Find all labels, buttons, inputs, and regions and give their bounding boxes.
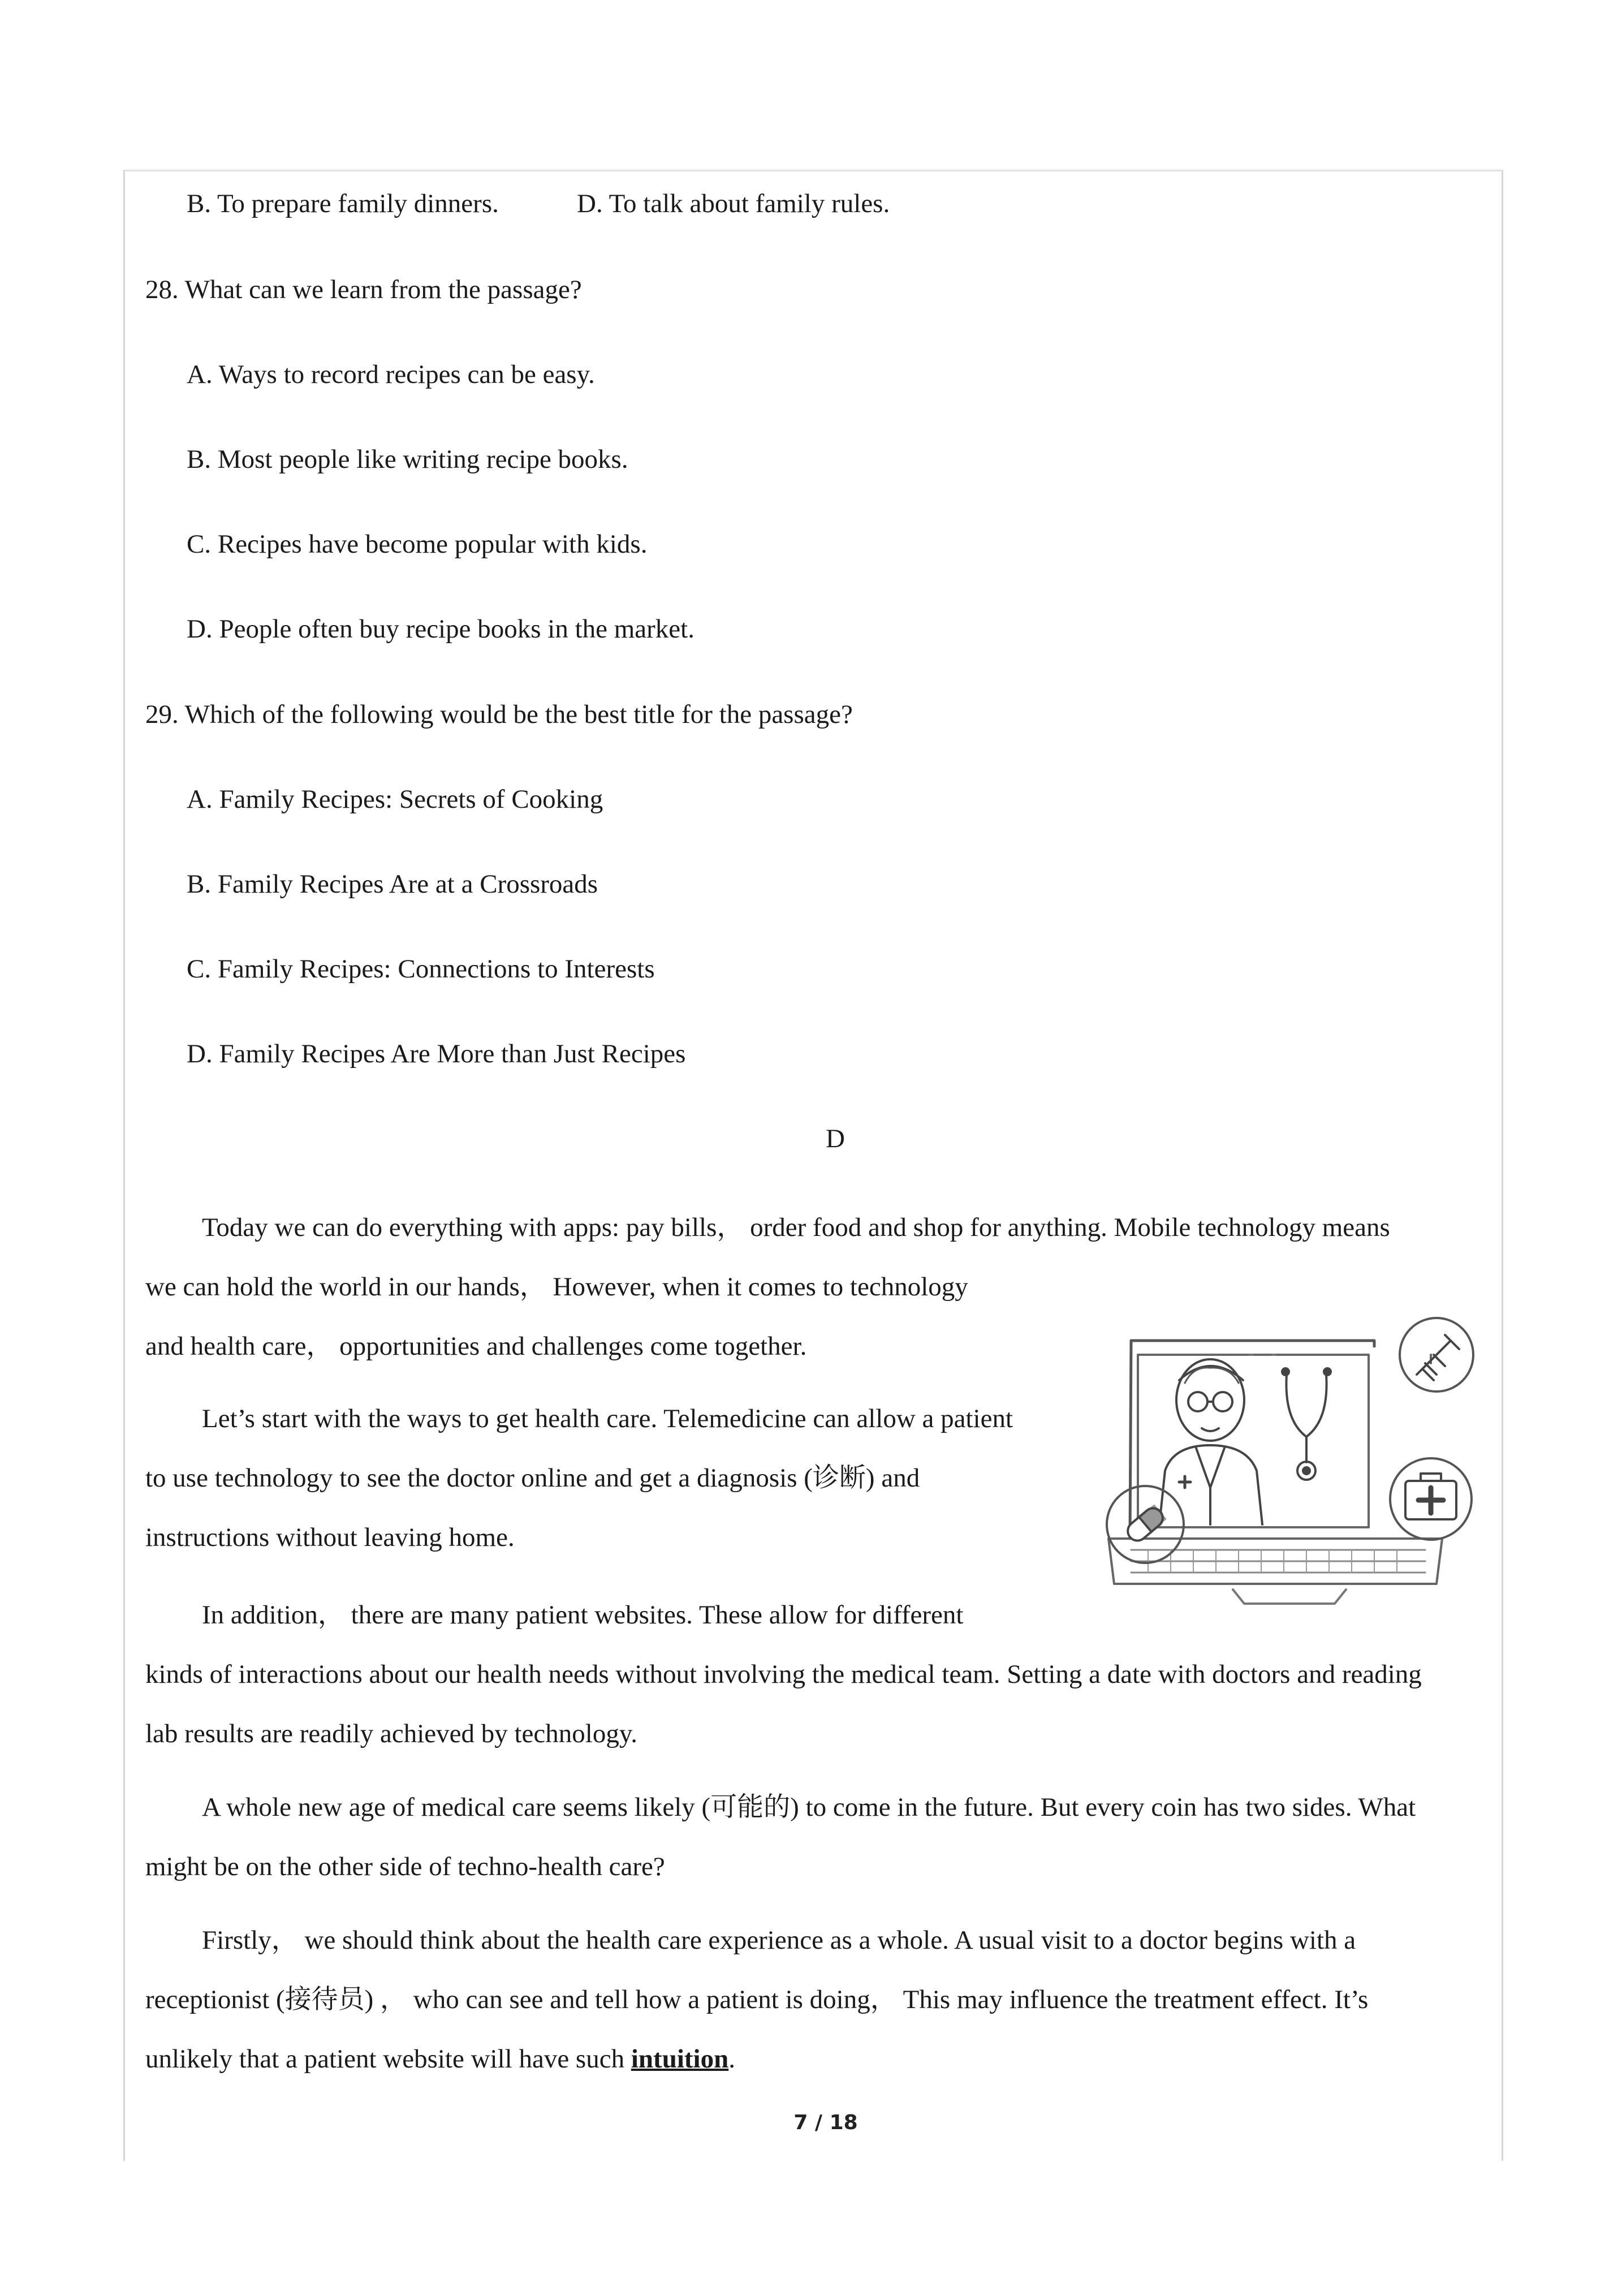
question-28: 28. What can we learn from the passage? (145, 275, 582, 304)
paragraph-2-line: to use technology to see the doctor online and get a diagnosis (诊断) and (145, 1463, 920, 1493)
paragraph-2-line: Let’s start with the ways to get health care. Telemedicine can allow a patient (202, 1404, 1013, 1433)
question-28-option-c: C. Recipes have become popular with kids. (187, 529, 648, 559)
paragraph-5-text: unlikely that a patient website will have such (145, 2044, 631, 2074)
section-heading-d: D (826, 1124, 845, 1153)
option-d-top: D. To talk about family rules. (577, 189, 890, 218)
paragraph-5-line: receptionist (接待员) ， who can see and tell how a patient is doing， This may influence the treatment effect. It’s (145, 1985, 1369, 2014)
question-28-option-a: A. Ways to record recipes can be easy. (187, 360, 595, 389)
question-28-option-d: D. People often buy recipe books in the market. (187, 614, 694, 644)
question-28-option-b: B. Most people like writing recipe books. (187, 445, 628, 474)
option-b-top: B. To prepare family dinners. (187, 189, 499, 218)
paragraph-2-line: instructions without leaving home. (145, 1523, 515, 1552)
paragraph-1-line: Today we can do everything with apps: pay bills， order food and shop for anything. Mobile technology means (202, 1213, 1390, 1242)
paragraph-4-line: might be on the other side of techno-health care? (145, 1852, 665, 1881)
paragraph-5-line: Firstly， we should think about the health care experience as a whole. A usual visit to a doctor begins with a (202, 1925, 1356, 1955)
telemedicine-illustration (1097, 1301, 1504, 1618)
paragraph-3-line: In addition， there are many patient websites. These allow for different (202, 1600, 964, 1630)
paragraph-5-last-line (145, 2042, 735, 2076)
page-number: 7 / 18 (793, 2111, 858, 2134)
keyword-intuition: intuition (631, 2044, 729, 2074)
question-29-option-d: D. Family Recipes Are More than Just Recipes (187, 1039, 686, 1069)
paragraph-1-line: we can hold the world in our hands， However, when it comes to technology (145, 1272, 968, 1302)
paragraph-4-line: A whole new age of medical care seems likely (可能的) to come in the future. But every coin has two sides. What (202, 1793, 1416, 1822)
question-29-option-b: B. Family Recipes Are at a Crossroads (187, 869, 598, 899)
paragraph-5-period: . (728, 2044, 735, 2074)
question-29: 29. Which of the following would be the best title for the passage? (145, 700, 853, 729)
question-29-option-a: A. Family Recipes: Secrets of Cooking (187, 785, 603, 814)
paragraph-3-line: kinds of interactions about our health needs without involving the medical team. Setting a date with doctors and reading (145, 1660, 1422, 1689)
paragraph-3-line: lab results are readily achieved by technology. (145, 1719, 638, 1748)
paragraph-1-line: and health care， opportunities and challenges come together. (145, 1332, 807, 1361)
question-29-option-c: C. Family Recipes: Connections to Interests (187, 954, 655, 984)
